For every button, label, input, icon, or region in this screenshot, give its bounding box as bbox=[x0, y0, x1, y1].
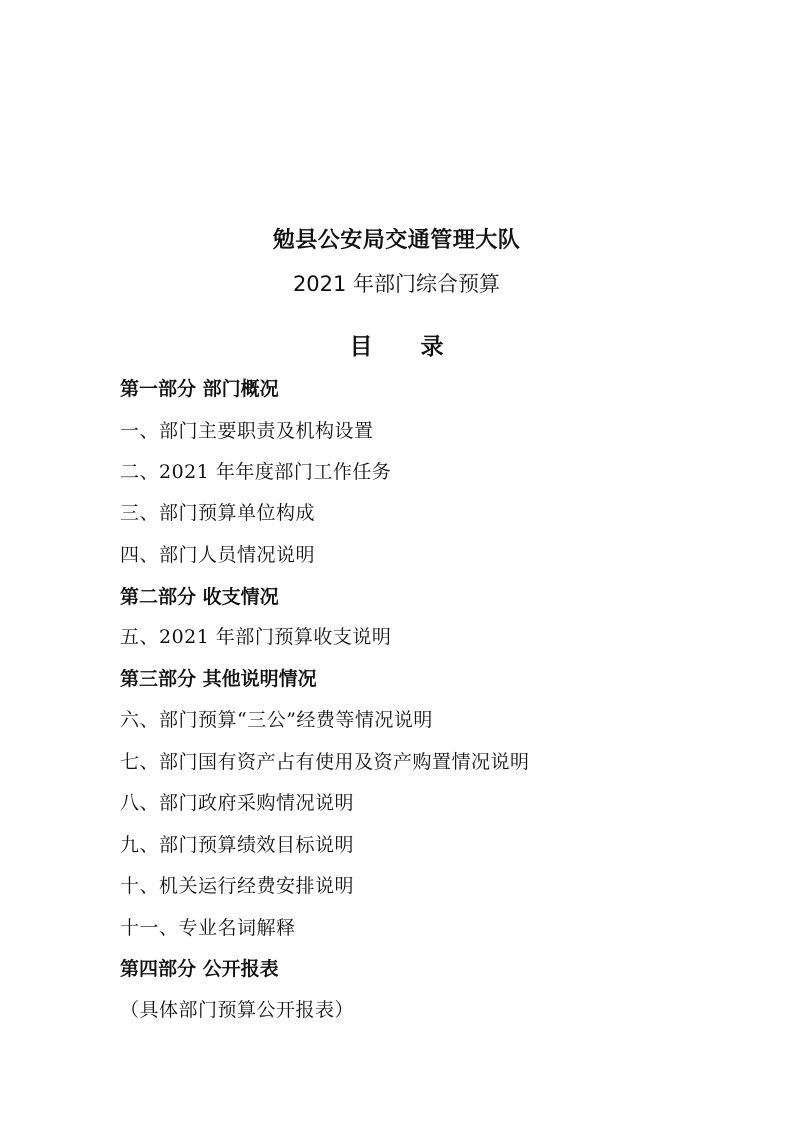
toc-part-4: 第四部分 公开报表 bbox=[120, 958, 279, 980]
toc-part-1: 第一部分 部门概况 bbox=[120, 378, 279, 400]
toc-item-10: 十、机关运行经费安排说明 bbox=[120, 875, 355, 897]
toc-item-5: 五、2021 年部门预算收支说明 bbox=[120, 626, 392, 648]
toc-heading: 目 录 bbox=[349, 334, 464, 360]
toc-part-2: 第二部分 收支情况 bbox=[120, 586, 279, 608]
budget-title: 2021 年部门综合预算 bbox=[292, 272, 501, 296]
toc-item-3: 三、部门预算单位构成 bbox=[120, 502, 316, 524]
org-title: 勉县公安局交通管理大队 bbox=[272, 228, 521, 253]
toc-item-2: 二、2021 年年度部门工作任务 bbox=[120, 461, 392, 483]
toc-item-8: 八、部门政府采购情况说明 bbox=[120, 792, 355, 814]
toc-part-3: 第三部分 其他说明情况 bbox=[120, 668, 317, 690]
toc-note: （具体部门预算公开报表） bbox=[120, 999, 355, 1021]
toc-item-7: 七、部门国有资产占有使用及资产购置情况说明 bbox=[120, 751, 530, 773]
toc-item-1: 一、部门主要职责及机构设置 bbox=[120, 420, 374, 442]
toc-item-9: 九、部门预算绩效目标说明 bbox=[120, 834, 355, 856]
toc-item-11: 十一、专业名词解释 bbox=[120, 917, 296, 939]
toc-item-6: 六、部门预算“三公”经费等情况说明 bbox=[120, 709, 433, 731]
toc-item-4: 四、部门人员情况说明 bbox=[120, 544, 316, 566]
